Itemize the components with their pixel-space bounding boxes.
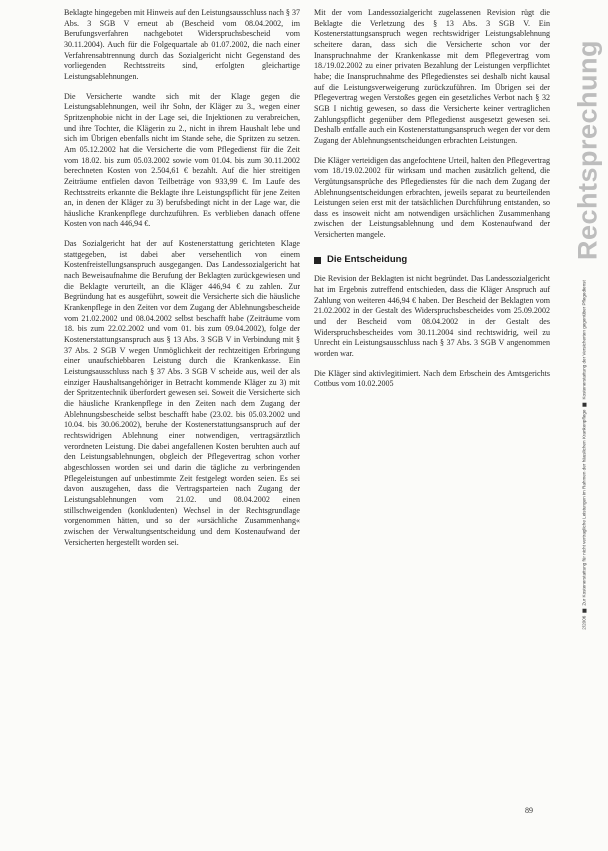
separator-square-icon [582,609,586,613]
right-paragraph-3: Die Revision der Beklagten ist nicht begründet. Das Landessozialgericht hat im Ergebnis zutreffend entschieden, dass die Kläger Anspruch auf Zahlung von weiteren 446,94 € haben. Der Bescheid der Beklagten vom 21.02.2002 in der Gestalt des Widerspruchsbescheides vom 25.09.2002 und der Bescheid vom 08.04.2002 in der Gestalt des Widerspruchsbescheides vom 30.11.2004 sind rechtswidrig, weil zu Unrecht ein Leistungsausschluss nach § 37 Abs. 3 SGB V angenommen worden war. [314,274,550,359]
side-journal-title: Zur Kostenerstattung für nicht vertragliche Leistungen im Rahmen der häuslichen Krankenpflege [581,409,587,606]
left-paragraph-3: Das Sozialgericht hat der auf Kostenerstattung gerichteten Klage stattgegeben, ist dabei aber versehentlich von einem Kostenfreistellungsanspruch ausgegangen. Das Landessozialgericht hat nach Beweisaufnahme die Berufung der Beklagten zurückgewiesen und die Beklagte verurteilt, an die Kläger 446,94 € zu zahlen. Zur Begründung hat es ausgeführt, soweit die Versicherte sich die häusliche Krankenpflege in den Zeiten vor dem Zugang der Ablehnungsbescheide vom 21.02.2002 und 08.04.2002 selbst beschafft habe (Zeiträume vom 18. bis zum 22.02.2002 und vom 01. bis zum 09.04.2002), folge der Kostenerstattungsanspruch aus § 13 Abs. 3 SGB V in Verbindung mit § 37 Abs. 2 SGB V wegen Unmöglichkeit der rechtzeitigen Erbringung einer unaufschiebbaren Leistung durch die Krankenkasse. Ein Leistungsausschluss nach § 37 Abs. 3 SGB V scheide aus, weil der als einziger Haushaltsangehöriger in Betracht kommende Kläger zu 3) mit der Spritzentechnik überfordert gewesen sei. Soweit die Versicherte sich die häusliche Krankenpflege in den Zeiten nach dem Zugang der Ablehnungsbescheide selbst beschafft habe (23.02. bis 05.03.2002 und 10.04. bis 30.06.2002), beruhe der Kostenerstattungsanspruch auf der rechtswidrigen Ablehnung einer notwendigen, vertragsärztlich verordneten Leistung. Die dabei angefallenen Kosten beruhten auch auf den Leistungsablehnungen, obgleich der Pflegevertrag schon vorher abgeschlossen worden sei und darin die tägliche zu verbringenden Pflegeleistungen auf unbestimmte Zeit festgelegt worden seien. Es sei davon auszugehen, dass die Vertragsparteien nach Zugang der Leistungsablehnungen vom 21.02. und 08.04.2002 einen stillschweigenden (konkludenten) Wechsel in der Rechtsgrundlage vorgenommen hätten, und so der »ursächliche Zusammenhang« zwischen der Verwaltungsentscheidung und dem Kostenaufwand der Versicherten hergestellt worden sei. [64,239,300,547]
side-issue: 2/2006 [581,615,587,630]
section-heading-text: Die Entscheidung [327,253,408,265]
side-section-title: Rechtsprechung [572,39,603,261]
right-paragraph-2: Die Kläger verteidigen das angefochtene Urteil, halten den Pflegevertrag vom 18./19.02.2002 für wirksam und machen zusätzlich geltend, die Vergütungsansprüche des Pflegedienstes für die nach dem Zugang der Ablehnungsentscheidungen erbrachten, jeweils separat zu beurteilenden Leistungen seien erst mit der tatsächlichen Durchführung entstanden, so dass es insoweit nicht am notwendigen ursächlichen Zusammenhang zwischen der Leistungsablehnung und dem Kostenaufwand der Versicherten mangele. [314,155,550,240]
page-number: 89 [525,806,533,815]
heading-square-icon [314,257,321,264]
left-column [64,8,300,557]
right-paragraph-4: Die Kläger sind aktivlegitimiert. Nach dem Erbschein des Amtsgerichts Cottbus vom 10.02.2005 [314,368,550,389]
left-paragraph-1: Beklagte hingegeben mit Hinweis auf den Leistungsausschluss nach § 37 Abs. 3 SGB V erneut ab (Bescheid vom 08.04.2002, im Berufungsverfahren nachgebotet Widerspruchsbescheid vom 30.11.2004). Auch für die Folgequartale ab 01.07.2002, die nach einer Verfahrensabtrennung durch das Sozialgericht nicht Gegenstand des vorliegenden Rechtsstreits sind, erfolgten gleichartige Leistungsablehnungen. [64,8,300,81]
separator-square-icon [582,403,586,407]
side-topic: Kostenerstattung der Versicherten gegenüber Pflegedienst [581,280,587,400]
left-paragraph-2: Die Versicherte wandte sich mit der Klage gegen die Leistungsablehnungen, weil ihr Sohn, der Kläger zu 3., wegen einer Spritzenphobie nicht in der Lage sei, die Injektionen zu verabreichen, und ihre Tochter, die Klägerin zu 2., nicht in ihrem Haushalt lebe und sich im Übrigen ebenfalls nicht im Stande sehe, die Spritzen zu setzen. Am 05.12.2002 hat die Versicherte die vom Pflegedienst für die Zeit vom 18.02. bis zum 05.03.2002 sowie vom 01.04. bis zum 30.11.2002 berechneten Kosten von 2.504,61 € bezahlt. Auf die hier streitigen Zeiträume entfielen davon Teilbeträge von 933,99 €. Im Laufe des Rechtsstreits erkannte die Beklagte ihre Leistungspflicht für jene Zeiten an, in denen der Kläger zu 3) berufsbedingt nicht in der Lage war, die häusliche Krankenpflege durchzuführen. Es verblieben danach offene Kosten von nach 446,94 €. [64,91,300,229]
right-column [314,8,550,399]
right-paragraph-1: Mit der vom Landessozialgericht zugelassenen Revision rügt die Beklagte die Verletzung des § 13 Abs. 3 SGB V. Ein Kostenerstattungsanspruch wegen rechtswidriger Leistungsablehnung scheitere daran, dass sich die Versicherte schon vor der Inanspruchnahme der Krankenkasse mit dem Pflegevertrag vom 18./19.02.2002 zu einer privaten Bezahlung der Leistungen verpflichtet habe; die Inanspruchnahme des Pflegedienstes sei deshalb nicht kausal auf die Leistungsverweigerung zurückzuführen. Im Übrigen sei der Pflegevertrag wegen Verstoßes gegen ein gesetzliches Verbot nach § 32 SGB I nichtig gewesen, so dass die Versicherte keiner vertraglichen Zahlungspflicht gegenüber dem Pflegedienst ausgesetzt gewesen sei. Deshalb entfalle auch ein Kostenerstattungsanspruch wegen der vor dem Zugang der Ablehnungsentscheidungen erbrachten Leistungen. [314,8,550,145]
side-running-line [582,280,587,629]
section-heading [314,255,550,266]
